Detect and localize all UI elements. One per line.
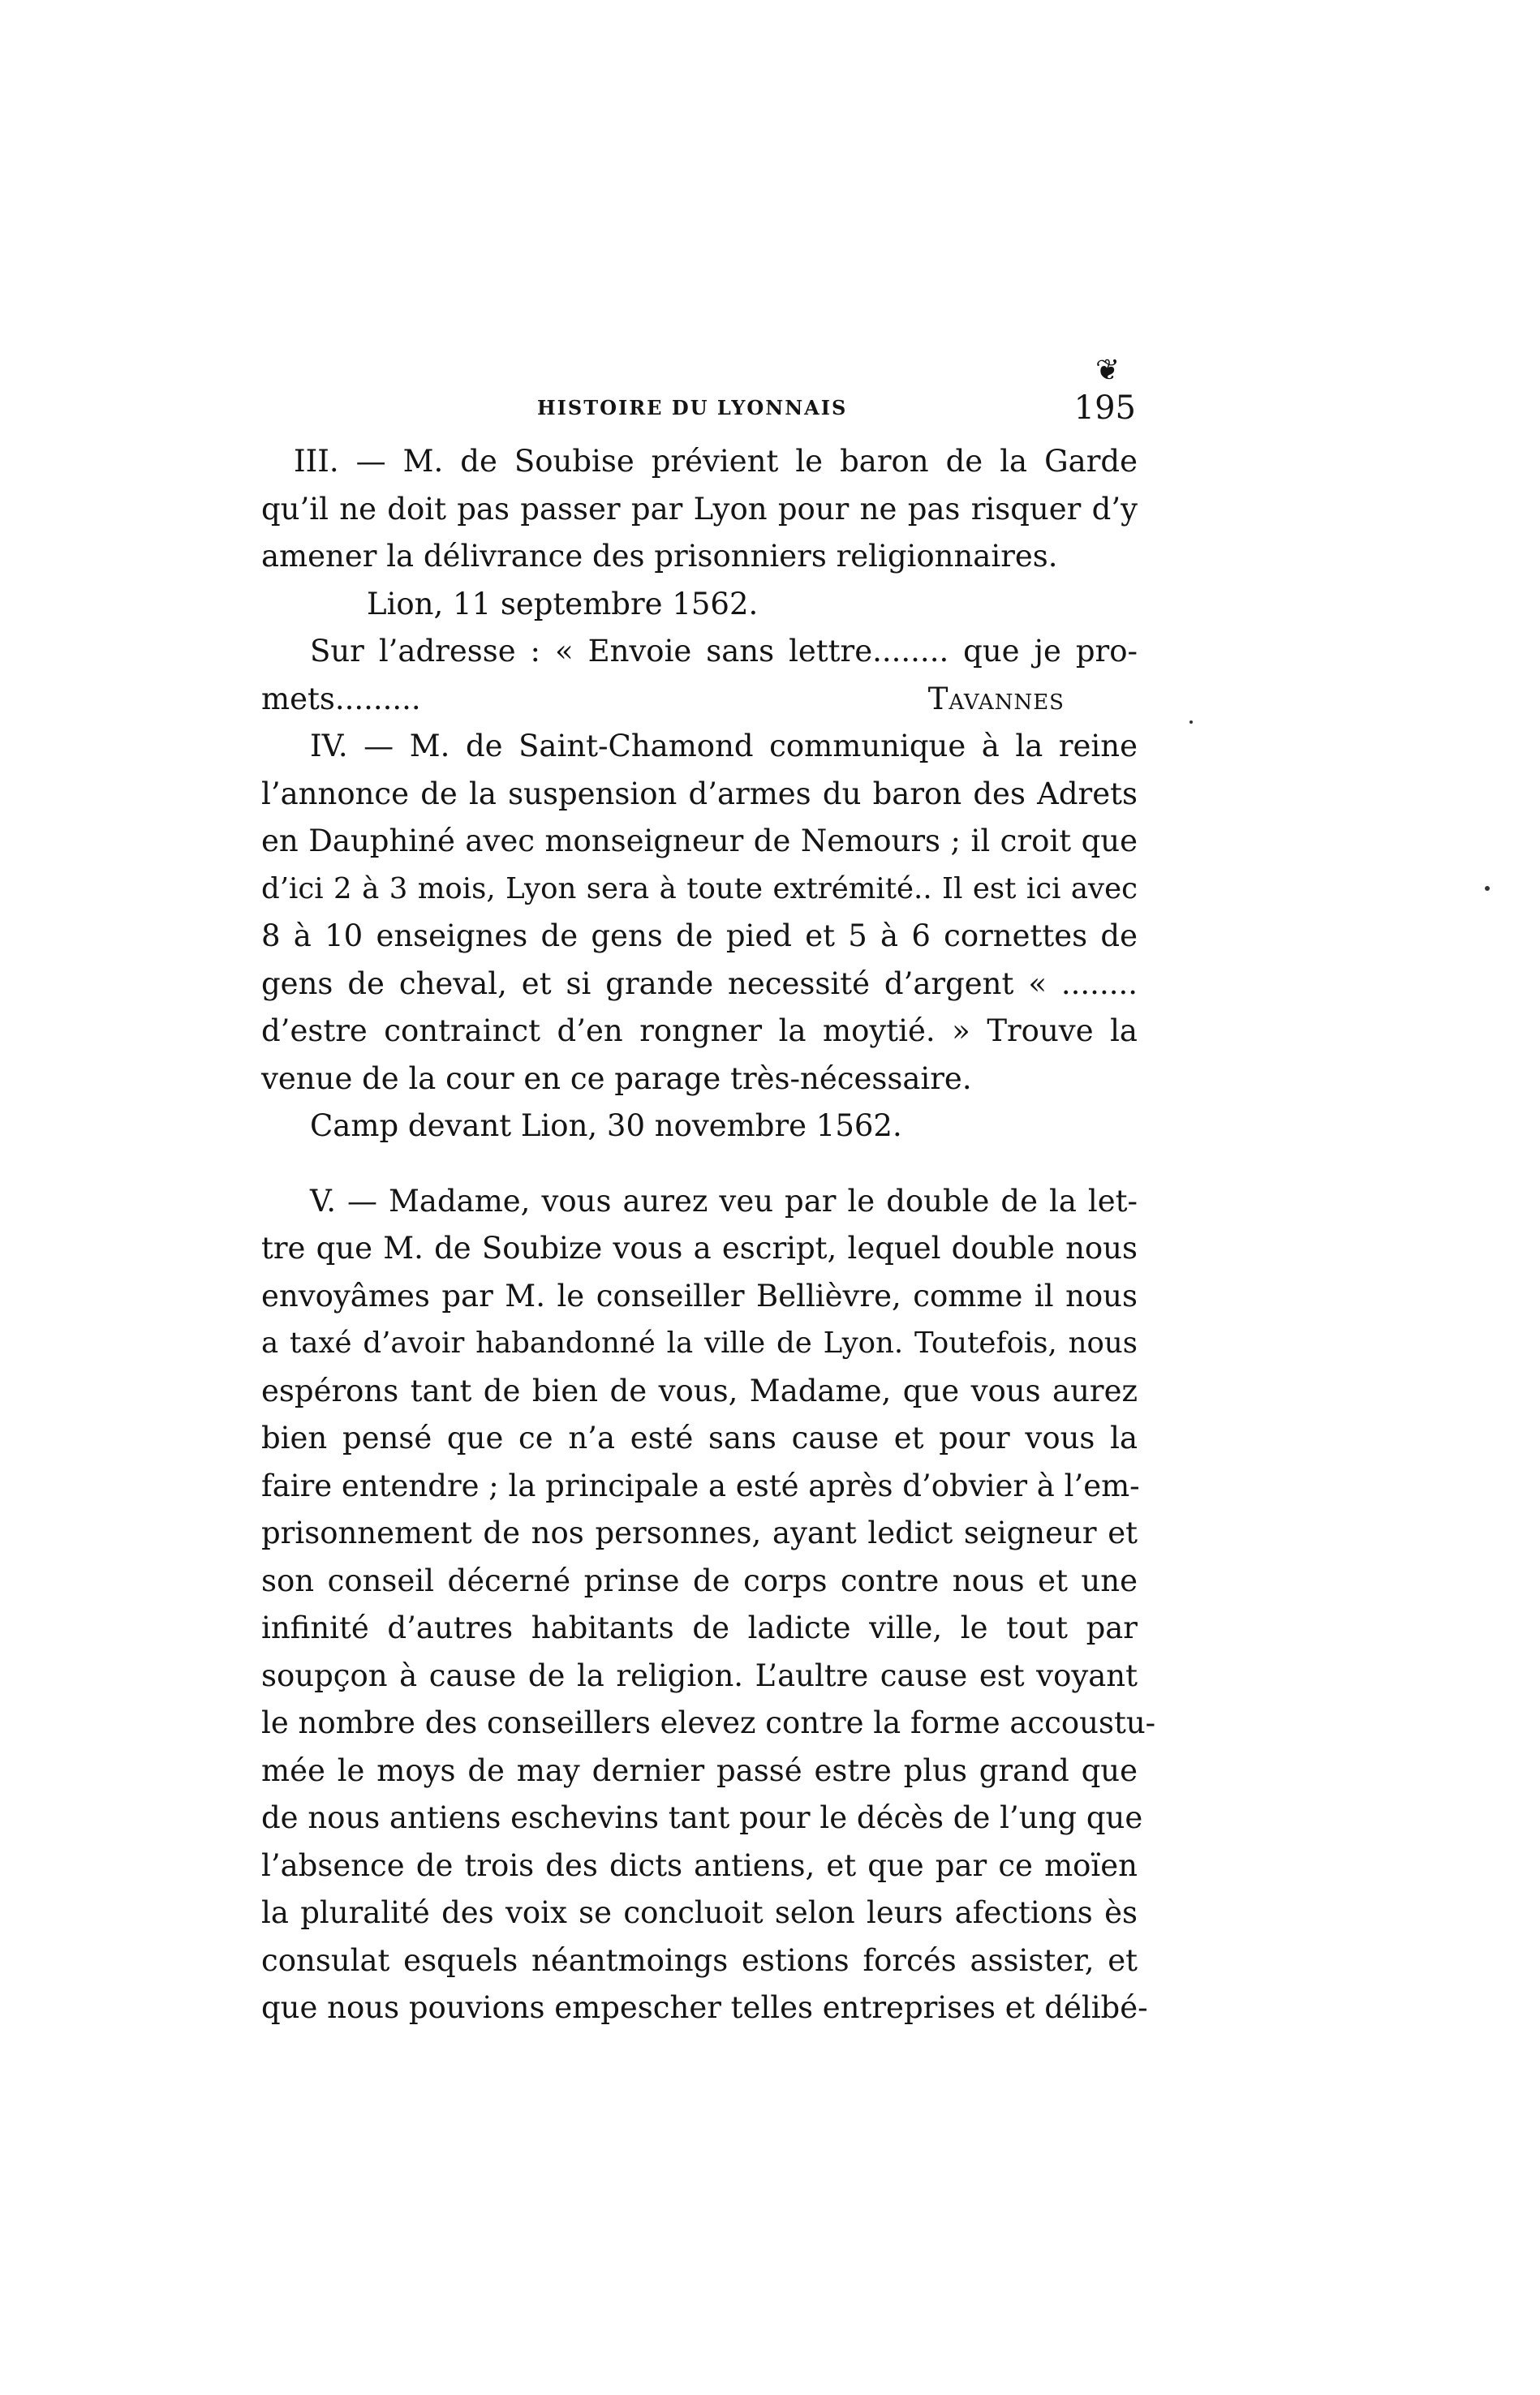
text-line: que nous pouvions empescher telles entreprises et délibé-	[261, 1990, 1148, 2025]
text-line: en Dauphiné avec monseigneur de Nemours ; il croit que	[261, 823, 1138, 858]
text-line: tre que M. de Soubize vous a escript, lequel double nous	[261, 1231, 1138, 1266]
text-line: qu’il ne doit pas passer par Lyon pour ne pas risquer d’y	[261, 491, 1138, 527]
text-line: V. — Madame, vous aurez veu par le double de la let-	[310, 1183, 1138, 1219]
section-iv	[261, 723, 1138, 1150]
text-line: consulat esquels néantmoings estions forcés assister, et	[261, 1942, 1138, 1978]
text-line: mée le moys de may dernier passé estre plus grand que	[261, 1752, 1138, 1788]
text-line: l’absence de trois des dicts antiens, et que par ce moïen	[261, 1847, 1138, 1883]
text-line: d’ici 2 à 3 mois, Lyon sera à toute extrémité.. Il est ici avec	[261, 871, 1138, 905]
text-line: de nous antiens eschevins tant pour le décès de l’ung que	[261, 1800, 1143, 1835]
text-line: IV. — M. de Saint-Chamond communique à la reine	[310, 729, 1138, 763]
running-title: HISTOIRE DU LYONNAIS	[537, 396, 848, 419]
page-number: 195	[1073, 389, 1136, 427]
text-line: envoyâmes par M. le conseiller Bellièvre, comme il nous	[261, 1278, 1138, 1314]
signature: Tavannes	[927, 681, 1065, 716]
text-line: le nombre des conseillers elevez contre la forme accoustu-	[261, 1705, 1156, 1740]
text-line: espérons tant de bien de vous, Madame, que vous aurez	[261, 1373, 1138, 1408]
text-line: soupçon à cause de la religion. L’aultre cause est voyant	[261, 1658, 1138, 1693]
text-line: faire entendre ; la principale a esté après d’obvier à l’em-	[261, 1468, 1140, 1503]
text-line: d’estre contrainct d’en rongner la moytié. » Trouve la	[261, 1013, 1138, 1048]
address-line: mets.........	[261, 681, 421, 716]
address-signature-line	[261, 676, 1138, 724]
body-text	[261, 438, 1156, 2032]
text-line: III. — M. de Soubise prévient le baron de la Garde	[294, 444, 1138, 479]
section-v	[261, 1178, 1156, 2032]
text-line: gens de cheval, et si grande necessité d’argent « ........	[261, 965, 1138, 1001]
paper-speck	[1189, 720, 1193, 724]
dateline: Camp devant Lion, 30 novembre 1562.	[310, 1108, 902, 1143]
running-head	[260, 389, 1136, 436]
text-line: l’annonce de la suspension d’armes du baron des Adrets	[261, 776, 1138, 811]
address-line: Sur l’adresse : « Envoie sans lettre........ que je pro-	[310, 634, 1138, 669]
paper-speck	[1485, 886, 1490, 891]
text-line: son conseil décerné prinse de corps contre nous et une	[261, 1563, 1138, 1598]
text-line: la pluralité des voix se concluoit selon leurs afections ès	[261, 1895, 1138, 1930]
text-line: 8 à 10 enseignes de gens de pied et 5 à 6 cornettes de	[261, 918, 1138, 953]
ornament-icon: ❦	[1095, 354, 1121, 387]
text-line: prisonnement de nos personnes, ayant ledict seigneur et	[261, 1516, 1138, 1550]
section-gap	[261, 1150, 1138, 1178]
dateline: Lion, 11 septembre 1562.	[367, 586, 759, 621]
text-line: infinité d’autres habitants de ladicte ville, le tout par	[261, 1610, 1138, 1645]
section-iii	[261, 438, 1138, 723]
text-line: a taxé d’avoir habandonné la ville de Lyon. Toutefois, nous	[261, 1326, 1138, 1360]
text-line: amener la délivrance des prisonniers religionnaires.	[261, 539, 1058, 574]
text-line: bien pensé que ce n’a esté sans cause et pour vous la	[261, 1421, 1138, 1455]
text-line: venue de la cour en ce parage très-nécessaire.	[261, 1060, 972, 1096]
